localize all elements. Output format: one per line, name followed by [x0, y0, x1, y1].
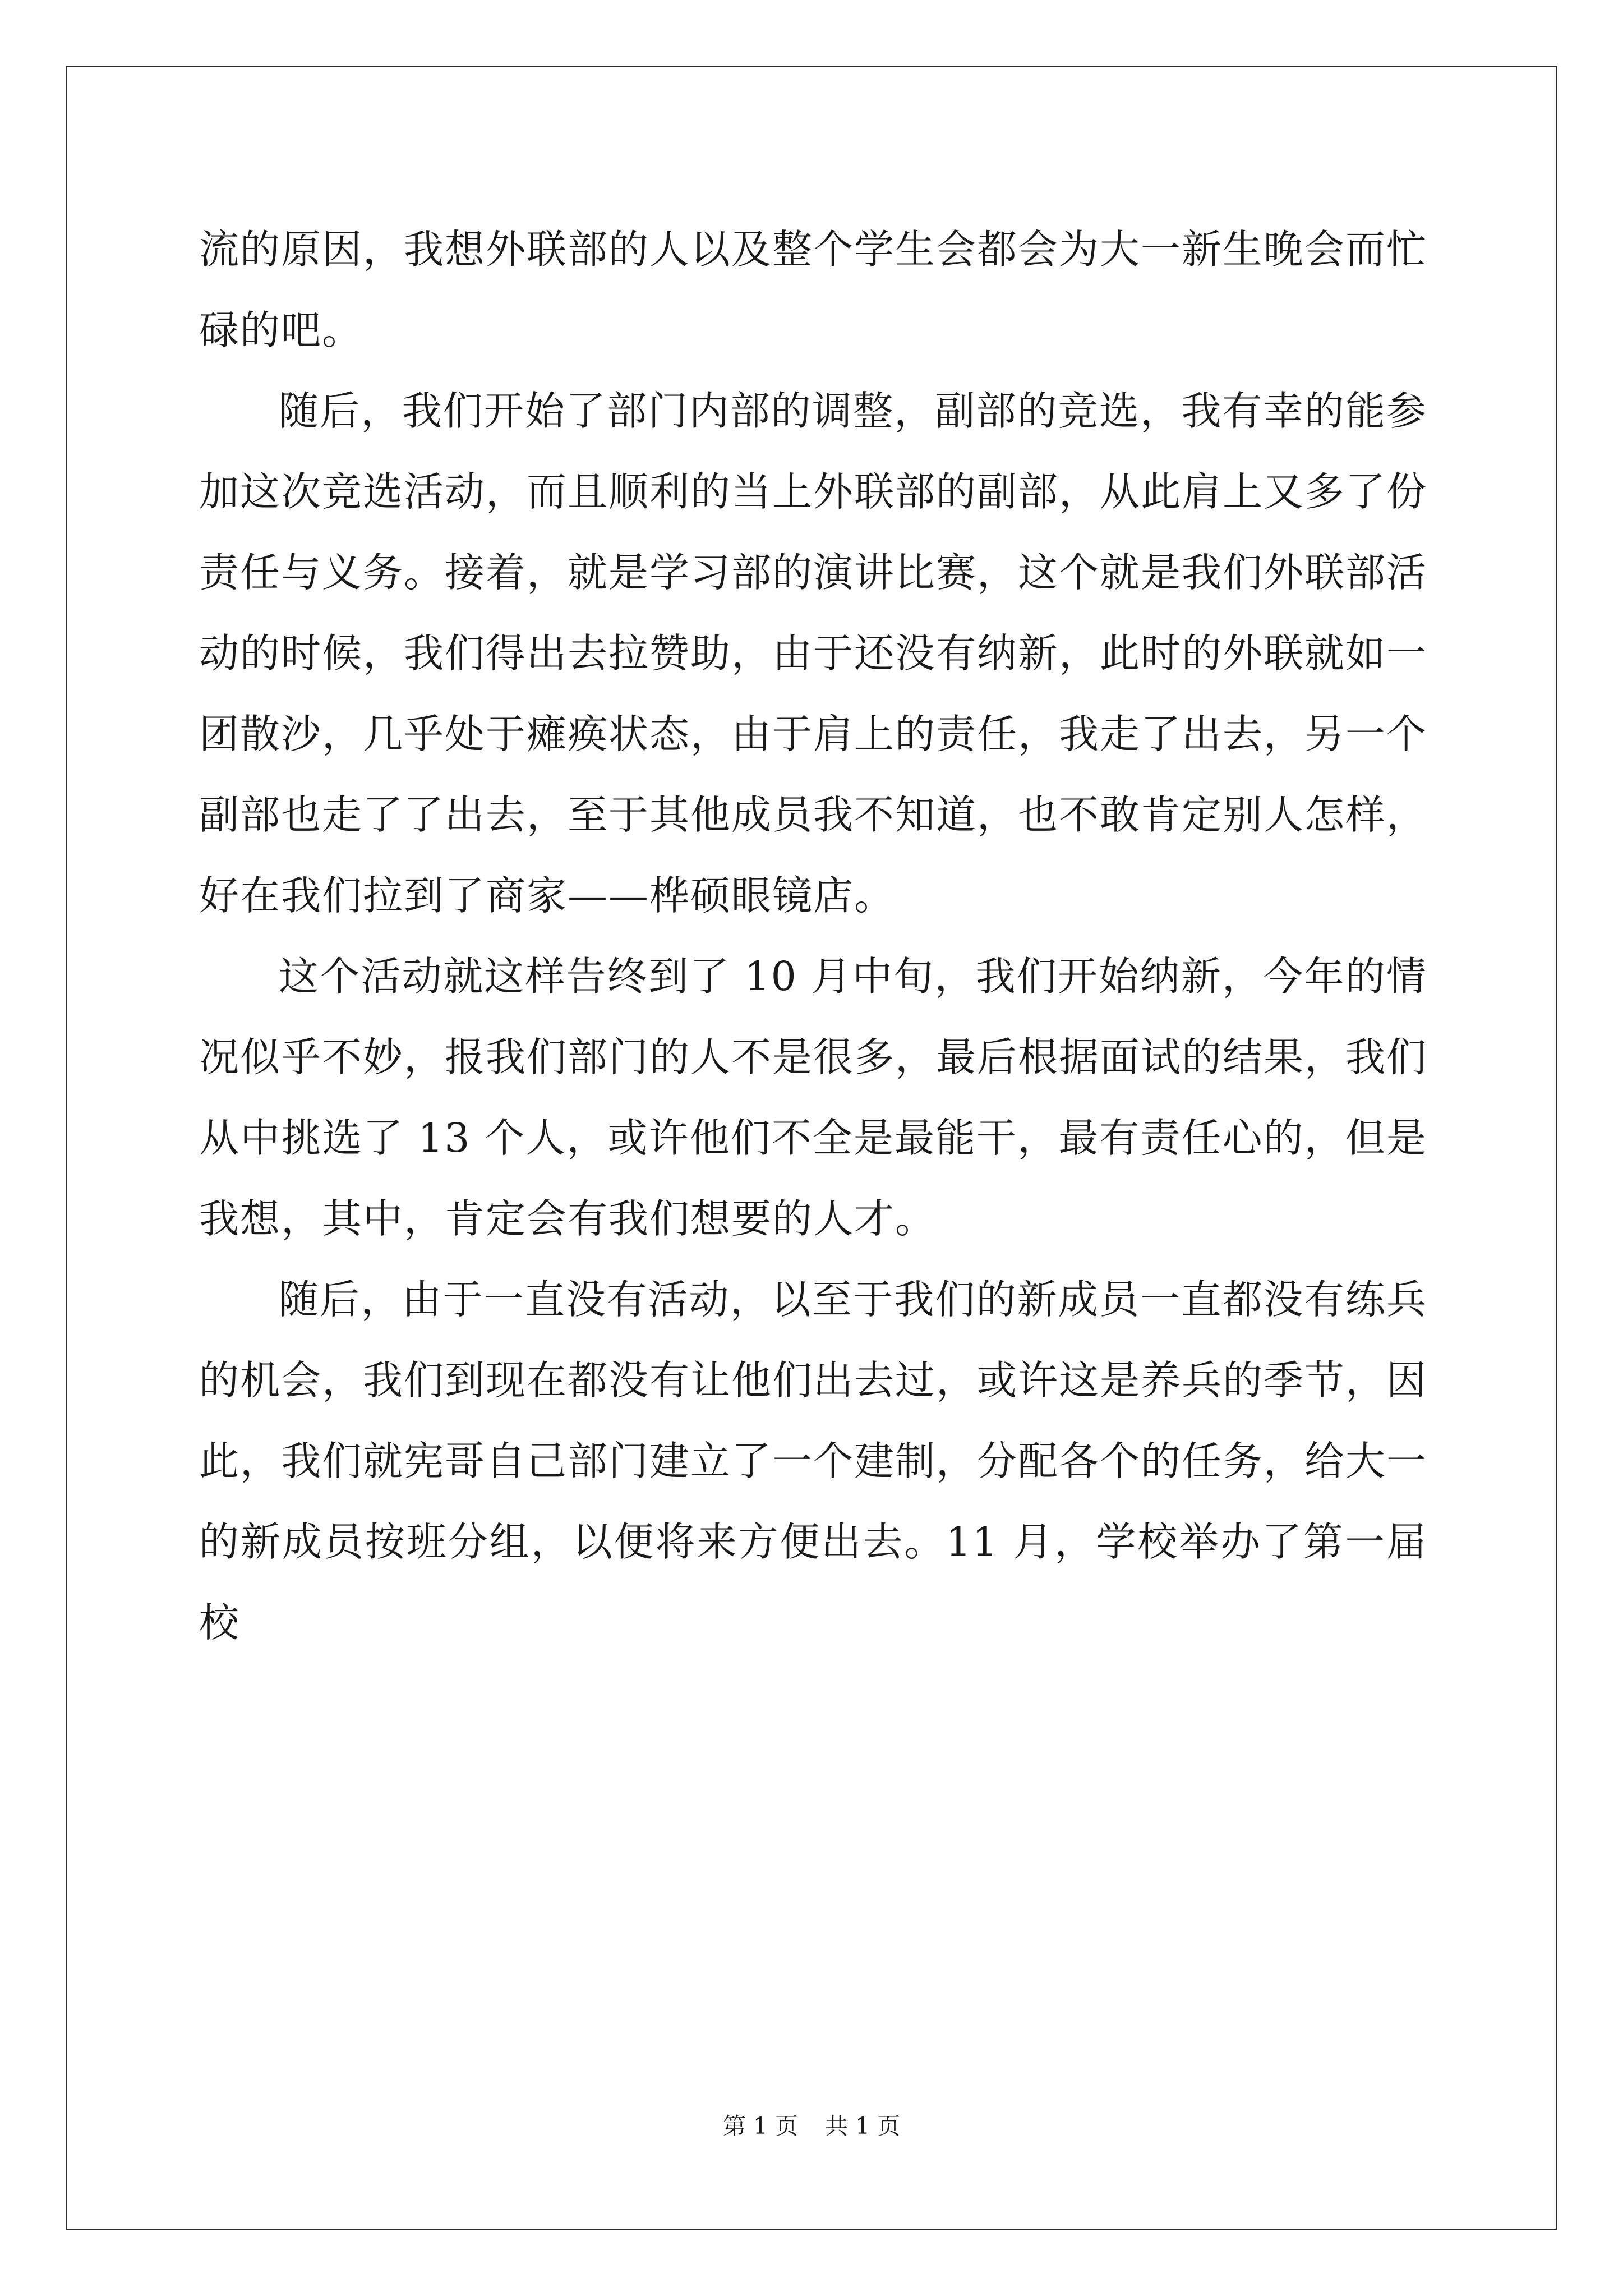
document-body [199, 209, 1427, 1663]
paragraph-2: 随后，我们开始了部门内部的调整，副部的竞选，我有幸的能参加这次竞选活动，而且顺利的当上外联部的副部，从此肩上又多了份责任与义务。接着，就是学习部的演讲比赛，这个就是我们外联部活动的时候，我们得出去拉赞助，由于还没有纳新，此时的外联就如一团散沙，几乎处于瘫痪状态，由于肩上的责任，我走了出去，另一个副部也走了了出去，至于其他成员我不知道，也不敢肯定别人怎样，好在我们拉到了商家——桦硕眼镜店。 [199, 388, 1428, 919]
total-pages: 共 1 页 [825, 2113, 901, 2139]
paragraph-4: 随后，由于一直没有活动，以至于我们的新成员一直都没有练兵的机会，我们到现在都没有让他们出去过，或许这是养兵的季节，因此，我们就宪哥自己部门建立了一个建制，分配各个的任务，给大一的新成员按班分组，以便将来方便出去。11 月，学校举办了第一届校 [199, 1276, 1428, 1646]
paragraph-1: 流的原因，我想外联部的人以及整个学生会都会为大一新生晚会而忙碌的吧。 [199, 226, 1428, 353]
page-number: 第 1 页 [722, 2113, 798, 2139]
paragraph-3: 这个活动就这样告终到了 10 月中旬，我们开始纳新，今年的情况似乎不妙，报我们部门的人不是很多，最后根据面试的结果，我们从中挑选了 13 个人，或许他们不全是最能干，最有责任心的，但是我想，其中，肯定会有我们想要的人才。 [199, 953, 1428, 1242]
page-footer [0, 2109, 1623, 2143]
